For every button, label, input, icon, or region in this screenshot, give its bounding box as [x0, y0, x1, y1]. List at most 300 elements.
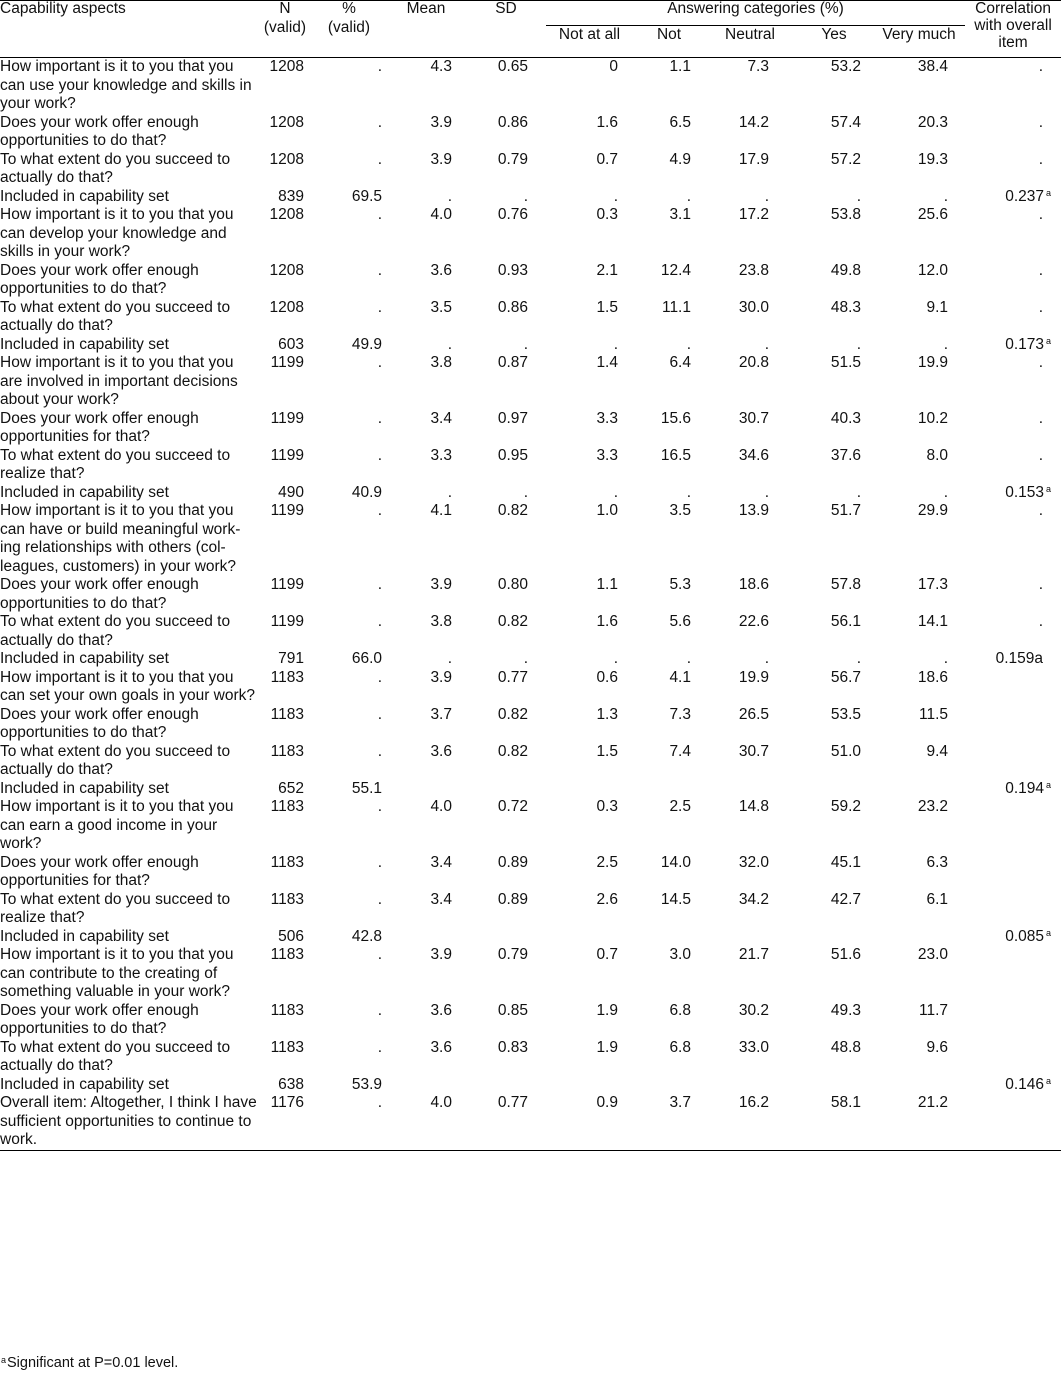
cat-very-much-cell: .: [943, 650, 949, 667]
correlation-cell: [965, 299, 1061, 336]
question-cell: Included in capability set: [0, 779, 169, 797]
cat-neutral-cell: 22.6: [738, 613, 769, 630]
cat-neutral-cell: 30.7: [738, 742, 769, 760]
cat-not-at-all-cell: 0.3: [596, 206, 618, 223]
correlation-cell: [965, 946, 1061, 1002]
question-cell: Does your work offer enough opportunities for that?: [0, 409, 199, 445]
cat-not-cell: 3.0: [669, 946, 691, 963]
table-row: [0, 262, 1061, 299]
pct-cell: 49.9: [351, 335, 382, 353]
n-cell: 1199: [270, 446, 304, 464]
cat-neutral-cell: 34.2: [738, 890, 769, 908]
correlation-value: .: [1038, 58, 1044, 75]
n-cell: 1199: [270, 354, 304, 371]
n-cell: 1183: [270, 742, 304, 760]
cat-not-cell: 3.1: [669, 206, 691, 223]
question-cell: Included in capability set: [0, 1075, 169, 1093]
cat-not-cell: .: [686, 650, 691, 667]
pct-cell: 42.8: [351, 927, 382, 945]
table-row: [0, 798, 1061, 854]
n-cell: 791: [278, 650, 304, 667]
cat-not-at-all-cell: 0.7: [596, 946, 618, 963]
sd-cell: [466, 928, 546, 947]
pct-cell: .: [377, 298, 382, 316]
correlation-value: .: [1038, 354, 1044, 371]
sd-cell: 0.87: [497, 354, 528, 371]
table-row: [0, 669, 1061, 706]
header-cat-yes: Yes: [821, 26, 847, 43]
correlation-cell: [965, 613, 1061, 650]
correlation-cell: [965, 928, 1061, 947]
cat-not-at-all-cell: .: [613, 483, 618, 501]
mean-cell: .: [447, 335, 452, 353]
cat-neutral-cell: 17.2: [738, 206, 769, 223]
mean-cell: 3.9: [430, 150, 452, 168]
table-row: [0, 502, 1061, 576]
question-cell: Does your work offer enough opportunities to do that?: [0, 1001, 199, 1037]
cat-neutral-cell: 23.8: [738, 261, 769, 279]
mean-cell: 3.8: [430, 354, 452, 371]
cat-not-at-all-cell: 2.5: [596, 853, 618, 871]
sd-cell: 0.83: [497, 1038, 528, 1056]
cat-not-at-all-cell: 1.0: [596, 502, 618, 519]
cat-yes-cell: 59.2: [830, 798, 861, 815]
cat-neutral-cell: 26.5: [738, 705, 769, 723]
cat-neutral-cell: 7.3: [747, 58, 769, 75]
cat-very-much-cell: [873, 780, 965, 799]
cat-not-at-all-cell: .: [613, 187, 618, 205]
n-cell: 1199: [270, 502, 304, 519]
cat-neutral-cell: 30.2: [738, 1001, 769, 1019]
correlation-value: .: [1038, 150, 1044, 168]
correlation-cell: [965, 502, 1061, 576]
significance-mark: a: [1046, 187, 1052, 198]
cat-neutral-cell: 18.6: [738, 576, 769, 593]
correlation-cell: [965, 114, 1061, 151]
cat-very-much-cell: 18.6: [917, 668, 949, 686]
cat-not-at-all-cell: 1.6: [596, 113, 618, 131]
n-cell: 1183: [270, 1038, 304, 1056]
cat-yes-cell: [795, 928, 873, 947]
mean-cell: 3.9: [430, 113, 452, 131]
cat-not-cell: .: [686, 187, 691, 205]
mean-cell: 3.6: [430, 742, 452, 760]
correlation-value: .: [1038, 446, 1044, 464]
cat-neutral-cell: .: [764, 335, 769, 353]
cat-yes-cell: 49.3: [830, 1001, 861, 1019]
cat-yes-cell: 48.8: [830, 1038, 861, 1056]
pct-cell: .: [377, 502, 382, 519]
cat-very-much-cell: .: [943, 483, 949, 501]
pct-cell: .: [377, 1094, 382, 1111]
sd-cell: .: [523, 650, 528, 667]
cat-yes-cell: .: [856, 483, 861, 501]
cat-very-much-cell: 19.9: [917, 354, 949, 371]
correlation-cell: [965, 1002, 1061, 1039]
correlation-cell: [965, 706, 1061, 743]
sd-cell: .: [523, 335, 528, 353]
sd-cell: 0.95: [497, 446, 528, 464]
pct-cell: .: [377, 705, 382, 723]
cat-not-at-all-cell: 2.1: [596, 261, 618, 279]
included-row: [0, 928, 1061, 947]
mean-cell: 4.0: [430, 1094, 452, 1111]
correlation-cell: [965, 891, 1061, 928]
pct-cell: .: [377, 1001, 382, 1019]
correlation-value: 0.153: [1005, 483, 1045, 501]
question-cell: How important is it to you that you can set your own goals in your work?: [0, 668, 256, 704]
correlation-value: 0.085: [1005, 927, 1045, 945]
n-cell: 603: [278, 335, 304, 353]
cat-not-at-all-cell: 1.1: [596, 576, 618, 593]
sd-cell: [466, 780, 546, 799]
table-row: [0, 58, 1061, 114]
pct-cell: .: [377, 798, 382, 815]
table-row: [0, 447, 1061, 484]
table-row: [0, 410, 1061, 447]
cat-not-at-all-cell: 0.7: [596, 150, 618, 168]
correlation-cell: [965, 151, 1061, 188]
cat-very-much-cell: 11.7: [919, 1001, 949, 1019]
sd-cell: 0.82: [497, 613, 528, 630]
correlation-cell: [965, 58, 1061, 114]
cat-not-at-all-cell: 3.3: [596, 409, 618, 427]
cat-not-at-all-cell: 1.3: [596, 705, 618, 723]
question-cell: Does your work offer enough opportunities to do that?: [0, 576, 199, 612]
question-cell: Included in capability set: [0, 335, 169, 353]
cat-yes-cell: 40.3: [830, 409, 861, 427]
mean-cell: 3.6: [430, 1038, 452, 1056]
sd-cell: 0.89: [497, 890, 528, 908]
cat-yes-cell: 53.5: [830, 705, 861, 723]
mean-cell: 3.7: [430, 705, 452, 723]
mean-cell: 3.8: [430, 613, 452, 630]
correlation-value: .: [1038, 298, 1044, 316]
question-cell: Does your work offer enough opportunities for that?: [0, 853, 199, 889]
pct-cell: 40.9: [351, 483, 382, 501]
cat-very-much-cell: 25.6: [917, 206, 949, 223]
sd-cell: 0.76: [497, 206, 528, 223]
cat-neutral-cell: 16.2: [738, 1094, 769, 1111]
cat-very-much-cell: 6.3: [926, 853, 949, 871]
question-cell: Included in capability set: [0, 650, 169, 667]
cat-very-much-cell: 6.1: [926, 890, 949, 908]
cat-very-much-cell: [873, 1076, 965, 1095]
cat-neutral-cell: 14.2: [738, 113, 769, 131]
cat-yes-cell: 53.2: [830, 58, 861, 75]
mean-cell: 3.5: [430, 298, 452, 316]
cat-not-cell: 7.3: [669, 705, 691, 723]
cat-not-cell: 5.3: [669, 576, 691, 593]
cat-not-cell: 14.0: [660, 853, 691, 871]
pct-cell: .: [377, 668, 382, 686]
cat-yes-cell: 51.0: [830, 742, 861, 760]
mean-cell: 3.9: [430, 946, 452, 963]
table-row: [0, 151, 1061, 188]
cat-very-much-cell: 20.3: [917, 113, 949, 131]
cat-very-much-cell: 29.9: [917, 502, 949, 519]
cat-very-much-cell: 23.2: [917, 798, 949, 815]
cat-yes-cell: .: [856, 650, 861, 667]
sd-cell: 0.93: [497, 261, 528, 279]
cat-yes-cell: 57.8: [830, 576, 861, 593]
question-cell: To what extent do you succeed to actually do that?: [0, 1038, 231, 1074]
question-cell: How important is it to you that you can have or build meaningful work-ing relationships with others (col-leagues, customers) in your work?: [0, 502, 241, 575]
mean-cell: 3.3: [430, 446, 452, 464]
question-cell: To what extent do you succeed to actually do that?: [0, 298, 231, 334]
cat-neutral-cell: .: [764, 483, 769, 501]
cat-very-much-cell: 8.0: [926, 446, 949, 464]
sd-cell: 0.65: [497, 58, 528, 75]
cat-not-cell: 6.8: [669, 1038, 691, 1056]
n-cell: 1183: [270, 798, 304, 815]
cat-not-cell: 16.5: [660, 446, 691, 464]
correlation-cell: [965, 669, 1061, 706]
sd-cell: 0.82: [497, 502, 528, 519]
included-row: [0, 650, 1061, 669]
header-cat-very-much: Very much: [882, 26, 956, 43]
correlation-cell: [965, 336, 1061, 355]
pct-cell: 55.1: [351, 779, 382, 797]
n-cell: 1208: [269, 150, 304, 168]
header-aspect: Capability aspects: [0, 0, 126, 17]
cat-neutral-cell: 30.7: [738, 409, 769, 427]
sd-cell: 0.79: [497, 946, 528, 963]
cat-not-at-all-cell: [546, 1076, 633, 1095]
table-row: [0, 743, 1061, 780]
cat-not-at-all-cell: 0: [609, 58, 618, 75]
question-cell: How important is it to you that you can earn a good income in your work?: [0, 798, 234, 852]
n-cell: 506: [278, 927, 304, 945]
cat-yes-cell: 51.5: [830, 354, 861, 371]
sd-cell: .: [523, 187, 528, 205]
cat-not-at-all-cell: 3.3: [596, 446, 618, 464]
cat-neutral-cell: .: [764, 187, 769, 205]
cat-very-much-cell: [873, 928, 965, 947]
n-cell: 1183: [270, 705, 304, 723]
cat-yes-cell: 56.1: [830, 613, 861, 630]
significance-mark: a: [1046, 779, 1052, 790]
n-cell: 1208: [269, 206, 304, 223]
cat-neutral-cell: 32.0: [738, 853, 769, 871]
cat-not-cell: 3.7: [669, 1094, 691, 1111]
cat-not-at-all-cell: 0.6: [596, 668, 618, 686]
pct-cell: .: [377, 853, 382, 871]
question-cell: How important is it to you that you can contribute to the creating of something valuable in your work?: [0, 946, 234, 1000]
correlation-cell: [965, 798, 1061, 854]
pct-cell: 69.5: [351, 187, 382, 205]
mean-cell: 4.0: [430, 206, 452, 223]
header-cat-not-at-all: Not at all: [558, 26, 621, 43]
question-cell: To what extent do you succeed to actually do that?: [0, 613, 231, 649]
cat-not-cell: 6.5: [669, 113, 691, 131]
cat-yes-cell: 51.6: [830, 946, 861, 963]
table-row: [0, 299, 1061, 336]
cat-neutral-cell: 13.9: [738, 502, 769, 519]
cat-yes-cell: 53.8: [830, 206, 861, 223]
n-cell: 1199: [270, 576, 304, 593]
sd-cell: 0.79: [497, 150, 528, 168]
included-row: [0, 1076, 1061, 1095]
pct-cell: 66.0: [351, 650, 382, 667]
cat-not-cell: 14.5: [660, 890, 691, 908]
pct-cell: .: [377, 613, 382, 630]
sd-cell: 0.72: [497, 798, 528, 815]
cat-not-cell: 5.6: [669, 613, 691, 630]
pct-cell: .: [377, 206, 382, 223]
cat-very-much-cell: 21.2: [917, 1094, 949, 1111]
cat-not-cell: 4.9: [669, 150, 691, 168]
n-cell: 839: [278, 187, 304, 205]
included-row: [0, 336, 1061, 355]
correlation-cell: [965, 743, 1061, 780]
pct-cell: .: [377, 576, 382, 593]
cat-very-much-cell: 38.4: [917, 58, 949, 75]
cat-neutral-cell: 19.9: [738, 668, 769, 686]
footnote-text: Significant at P=0.01 level.: [7, 1355, 179, 1371]
header-answering-categories: Answering categories (%): [546, 0, 965, 26]
sd-cell: 0.85: [497, 1001, 528, 1019]
correlation-cell: [965, 854, 1061, 891]
cat-not-cell: 12.4: [660, 261, 691, 279]
pct-cell: .: [377, 446, 382, 464]
sd-cell: [466, 1076, 546, 1095]
correlation-cell: [965, 188, 1061, 207]
correlation-value: 0.146: [1005, 1075, 1045, 1093]
header-pct: % (valid): [327, 0, 371, 36]
cat-very-much-cell: 12.0: [917, 261, 949, 279]
cat-very-much-cell: 9.6: [926, 1038, 949, 1056]
cat-not-at-all-cell: 0.9: [596, 1094, 618, 1111]
n-cell: 490: [278, 483, 304, 501]
mean-cell: 4.1: [430, 502, 452, 519]
cat-neutral-cell: 17.9: [738, 150, 769, 168]
table-row: [0, 206, 1061, 262]
cat-neutral-cell: [705, 1076, 795, 1095]
significance-mark: a: [1046, 1075, 1052, 1086]
cat-very-much-cell: .: [943, 187, 949, 205]
correlation-value: .: [1038, 576, 1044, 593]
significance-mark: a: [1046, 927, 1052, 938]
included-row: [0, 188, 1061, 207]
cat-not-cell: 2.5: [669, 798, 691, 815]
correlation-cell: [965, 206, 1061, 262]
cat-neutral-cell: .: [764, 650, 769, 667]
mean-cell: .: [447, 650, 452, 667]
cat-neutral-cell: 34.6: [738, 446, 769, 464]
table-row: [0, 946, 1061, 1002]
cat-not-cell: 11.1: [661, 298, 691, 316]
mean-cell: [386, 928, 466, 947]
cat-yes-cell: 37.6: [830, 446, 861, 464]
header-n: N (valid): [263, 0, 307, 36]
n-cell: 1183: [270, 1001, 304, 1019]
mean-cell: [386, 1076, 466, 1095]
sd-cell: 0.86: [497, 298, 528, 316]
cat-yes-cell: [795, 780, 873, 799]
cat-not-at-all-cell: .: [613, 335, 618, 353]
question-cell: To what extent do you succeed to realize that?: [0, 446, 231, 482]
cat-yes-cell: 48.3: [830, 298, 861, 316]
cat-yes-cell: 57.4: [830, 113, 861, 131]
cat-not-at-all-cell: 1.9: [596, 1001, 618, 1019]
cat-yes-cell: .: [856, 335, 861, 353]
cat-not-cell: 15.6: [660, 409, 691, 427]
pct-cell: .: [377, 946, 382, 963]
n-cell: 1208: [269, 261, 304, 279]
overall-item-row: [0, 1094, 1061, 1150]
cat-not-at-all-cell: 2.6: [596, 890, 618, 908]
n-cell: 1208: [269, 298, 304, 316]
n-cell: 652: [278, 779, 304, 797]
mean-cell: .: [447, 483, 452, 501]
cat-very-much-cell: 11.5: [919, 705, 949, 723]
included-row: [0, 484, 1061, 503]
cat-very-much-cell: 9.4: [926, 742, 949, 760]
cat-yes-cell: 49.8: [830, 261, 861, 279]
n-cell: 1183: [270, 890, 304, 908]
cat-not-cell: [633, 780, 705, 799]
correlation-value: .: [1038, 206, 1044, 223]
cat-not-at-all-cell: 1.9: [596, 1038, 618, 1056]
correlation-value: .: [1038, 409, 1044, 427]
correlation-cell: [965, 447, 1061, 484]
correlation-cell: [965, 1094, 1061, 1150]
table-row: [0, 891, 1061, 928]
question-cell: How important is it to you that you can use your knowledge and skills in your work?: [0, 58, 252, 112]
cat-neutral-cell: [705, 928, 795, 947]
correlation-value: .: [1038, 502, 1044, 519]
question-cell: Overall item: Altogether, I think I have sufficient opportunities to continue to work.: [0, 1094, 257, 1148]
cat-yes-cell: 42.7: [830, 890, 861, 908]
mean-cell: [386, 780, 466, 799]
cat-neutral-cell: 33.0: [738, 1038, 769, 1056]
correlation-cell: [965, 1039, 1061, 1076]
pct-cell: .: [377, 261, 382, 279]
cat-yes-cell: 57.2: [830, 150, 861, 168]
mean-cell: .: [447, 187, 452, 205]
n-cell: 638: [278, 1075, 304, 1093]
mean-cell: 3.9: [430, 668, 452, 686]
question-cell: To what extent do you succeed to actually do that?: [0, 150, 231, 186]
footnote: [1, 1355, 178, 1371]
correlation-cell: [965, 484, 1061, 503]
mean-cell: 3.9: [430, 576, 452, 593]
cat-not-cell: .: [686, 483, 691, 501]
n-cell: 1199: [270, 613, 304, 630]
table-row: [0, 613, 1061, 650]
correlation-value: 0.159a: [995, 650, 1044, 667]
sd-cell: 0.77: [497, 1094, 528, 1111]
n-cell: 1183: [270, 946, 304, 963]
correlation-cell: [965, 576, 1061, 613]
correlation-value: 0.173: [1005, 335, 1045, 353]
significance-mark: a: [1046, 483, 1052, 494]
question-cell: To what extent do you succeed to realize that?: [0, 890, 231, 926]
mean-cell: 4.0: [430, 798, 452, 815]
cat-not-cell: [633, 1076, 705, 1095]
question-cell: Included in capability set: [0, 187, 169, 205]
cat-neutral-cell: 20.8: [738, 354, 769, 371]
sd-cell: 0.86: [497, 113, 528, 131]
n-cell: 1208: [269, 113, 304, 131]
mean-cell: 3.4: [430, 853, 452, 871]
correlation-cell: [965, 262, 1061, 299]
cat-very-much-cell: 9.1: [926, 298, 949, 316]
cat-very-much-cell: 10.2: [917, 409, 949, 427]
cat-neutral-cell: 14.8: [738, 798, 769, 815]
cat-very-much-cell: 23.0: [917, 946, 949, 963]
